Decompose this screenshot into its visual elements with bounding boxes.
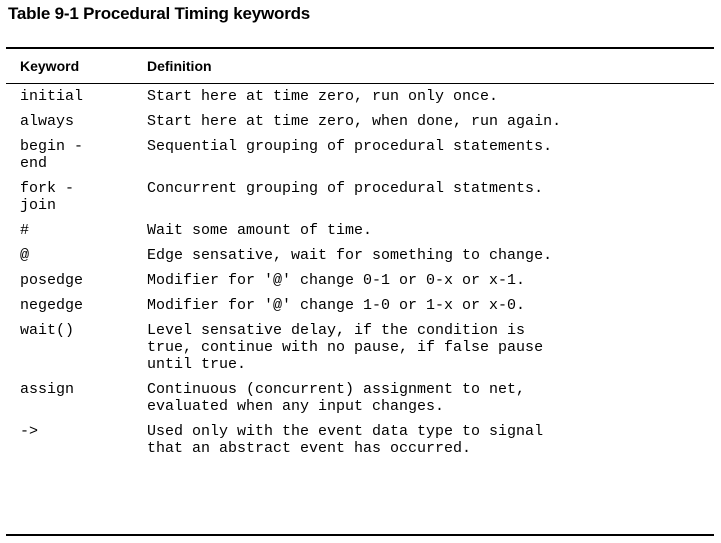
keyword-cell: assign xyxy=(20,381,75,398)
table-row xyxy=(0,247,721,264)
table-caption: Table 9-1 Procedural Timing keywords xyxy=(8,4,311,23)
table-row xyxy=(0,222,721,239)
table-row xyxy=(0,297,721,314)
definition-cell: Used only with the event data type to signal that an abstract event has occurred. xyxy=(147,423,544,457)
table-row xyxy=(0,272,721,289)
keyword-cell: negedge xyxy=(20,297,84,314)
definition-cell: Start here at time zero, when done, run again. xyxy=(147,113,562,130)
table-header-row xyxy=(0,56,721,78)
table-bottom-rule xyxy=(6,534,714,536)
definition-cell: Continuous (concurrent) assignment to net, evaluated when any input changes. xyxy=(147,381,526,415)
keyword-cell: posedge xyxy=(20,272,84,289)
definition-cell: Level sensative delay, if the condition is true, continue with no pause, if false pause until true. xyxy=(147,322,544,373)
keyword-cell: always xyxy=(20,113,75,130)
table-row xyxy=(0,113,721,130)
definition-cell: Wait some amount of time. xyxy=(147,222,373,239)
table-row xyxy=(0,381,721,415)
definition-cell: Modifier for '@' change 0-1 or 0-x or x-1. xyxy=(147,272,526,289)
definition-cell: Edge sensative, wait for something to change. xyxy=(147,247,553,264)
column-header-definition: Definition xyxy=(147,58,212,74)
definition-cell: Sequential grouping of procedural statements. xyxy=(147,138,553,155)
keyword-cell: initial xyxy=(20,88,84,105)
table-row xyxy=(0,88,721,105)
keyword-cell: -> xyxy=(20,423,39,440)
table-row xyxy=(0,138,721,172)
table-body xyxy=(0,88,721,465)
keyword-cell: begin - end xyxy=(20,138,84,172)
definition-cell: Modifier for '@' change 1-0 or 1-x or x-0. xyxy=(147,297,526,314)
keyword-cell: fork - join xyxy=(20,180,75,214)
table-row xyxy=(0,322,721,373)
keyword-cell: # xyxy=(20,222,30,239)
table-row xyxy=(0,180,721,214)
table-top-rule xyxy=(6,47,714,49)
table-row xyxy=(0,423,721,457)
keyword-cell: @ xyxy=(20,247,30,264)
column-header-keyword: Keyword xyxy=(20,58,80,74)
table-header-rule xyxy=(6,83,714,84)
keyword-cell: wait() xyxy=(20,322,75,339)
definition-cell: Concurrent grouping of procedural statments. xyxy=(147,180,544,197)
definition-cell: Start here at time zero, run only once. xyxy=(147,88,499,105)
